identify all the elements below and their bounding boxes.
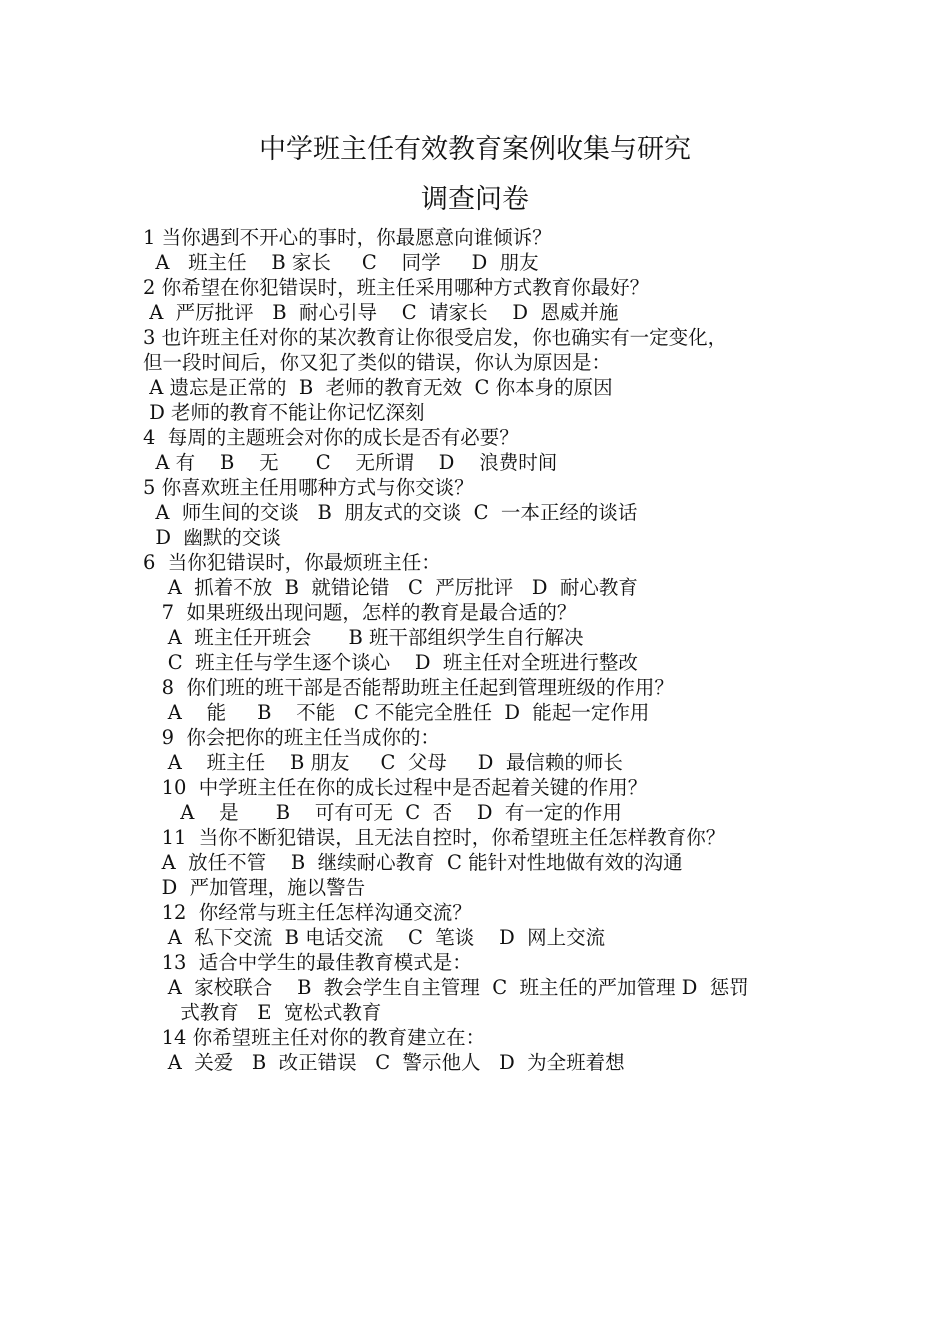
question-11-options: A 放任不管 B 继续耐心教育 C 能针对性地做有效的沟通 [143,851,683,874]
question-5: 5 你喜欢班主任用哪种方式与你交谈？ [143,476,474,499]
question-3-options: A 遗忘是正常的 B 老师的教育无效 C 你本身的原因 [143,376,613,399]
question-13-options-continued: 式教育 E 宽松式教育 [143,1001,382,1024]
question-7-options-continued: C 班主任与学生逐个谈心 D 班主任对全班进行整改 [143,651,638,674]
question-4: 4 每周的主题班会对你的成长是否有必要？ [143,426,519,449]
question-13: 13 适合中学生的最佳教育模式是： [143,951,472,974]
question-7: 7 如果班级出现问题，怎样的教育是最合适的？ [143,601,577,624]
question-1: 1 当你遇到不开心的事时，你最愿意向谁倾诉？ [143,226,552,249]
question-3-continued: 但一段时间后，你又犯了类似的错误，你认为原因是： [143,351,612,374]
question-3-options-continued: D 老师的教育不能让你记忆深刻 [143,401,425,424]
document-subtitle: 调查问卷 [421,184,529,215]
question-8-options: A 能 B 不能 C 不能完全胜任 D 能起一定作用 [143,701,650,724]
question-10-options: A 是 B 可有可无 C 否 D 有一定的作用 [143,801,622,824]
document-title: 中学班主任有效教育案例收集与研究 [259,134,691,165]
question-6: 6 当你犯错误时，你最烦班主任： [143,551,441,574]
question-6-options: A 抓着不放 B 就错论错 C 严厉批评 D 耐心教育 [143,576,638,599]
question-14: 14 你希望班主任对你的教育建立在： [143,1026,486,1049]
question-10: 10 中学班主任在你的成长过程中是否起着关键的作用？ [143,776,648,799]
question-12-options: A 私下交流 B 电话交流 C 笔谈 D 网上交流 [143,926,606,949]
question-1-options: A 班主任 B 家长 C 同学 D 朋友 [143,251,539,274]
question-11-options-continued: D 严加管理，施以警告 [143,876,366,899]
question-3: 3 也许班主任对你的某次教育让你很受启发，你也确实有一定变化， [143,326,728,349]
question-11: 11 当你不断犯错误，且无法自控时，你希望班主任怎样教育你？ [143,826,726,849]
question-4-options: A 有 B 无 C 无所谓 D 浪费时间 [143,451,558,474]
question-2-options: A 严厉批评 B 耐心引导 C 请家长 D 恩威并施 [143,301,619,324]
question-2: 2 你希望在你犯错误时，班主任采用哪种方式教育你最好？ [143,276,650,299]
question-8: 8 你们班的班干部是否能帮助班主任起到管理班级的作用？ [143,676,674,699]
question-7-options: A 班主任开班会 B 班干部组织学生自行解决 [143,626,584,649]
question-9: 9 你会把你的班主任当成你的： [143,726,440,749]
question-14-options: A 关爱 B 改正错误 C 警示他人 D 为全班着想 [143,1051,625,1074]
question-12: 12 你经常与班主任怎样沟通交流？ [143,901,472,924]
question-5-options: A 师生间的交谈 B 朋友式的交谈 C 一本正经的谈话 [143,501,638,524]
question-9-options: A 班主任 B 朋友 C 父母 D 最信赖的师长 [143,751,623,774]
question-13-options: A 家校联合 B 教会学生自主管理 C 班主任的严加管理 D 惩罚 [143,976,749,999]
question-5-options-continued: D 幽默的交谈 [143,526,281,549]
